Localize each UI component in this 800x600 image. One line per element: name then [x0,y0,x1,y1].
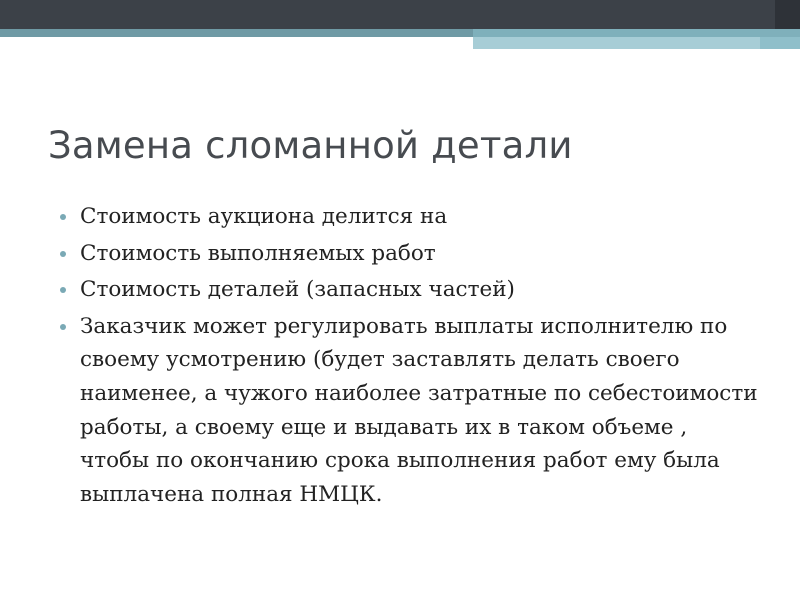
header-bar-light-right-accent [760,37,800,49]
bullet-dot-icon [60,324,66,330]
header-bar-dark-end [775,0,800,29]
bullet-item [58,200,758,234]
bullet-item [58,310,758,512]
slide-title: Замена сломанной детали [48,124,573,167]
header-bar-teal-right [473,29,800,37]
bullet-dot-icon [60,287,66,293]
bullet-text: Заказчик может регулировать выплаты исполнителю по своему усмотрению (будет заставлять делать своего наименее, а чужого наиболее затратные по себестоимости работы, а своему еще и выдавать их в таком объеме , чтобы по окончанию срока выполнения работ ему была выплачена полная НМЦК. [80,313,758,507]
bullet-item [58,273,758,307]
bullet-item [58,237,758,271]
bullet-list [58,200,758,514]
bullet-text: Стоимость аукциона делится на [80,204,448,229]
bullet-dot-icon [60,214,66,220]
bullet-text: Стоимость выполняемых работ [80,240,436,266]
header-bar-dark [0,0,775,29]
bullet-text: Стоимость деталей (запасных частей) [80,277,515,303]
header-bar-light-right [473,37,800,49]
bullet-dot-icon [60,251,66,257]
header-bar-teal-left [0,29,473,37]
